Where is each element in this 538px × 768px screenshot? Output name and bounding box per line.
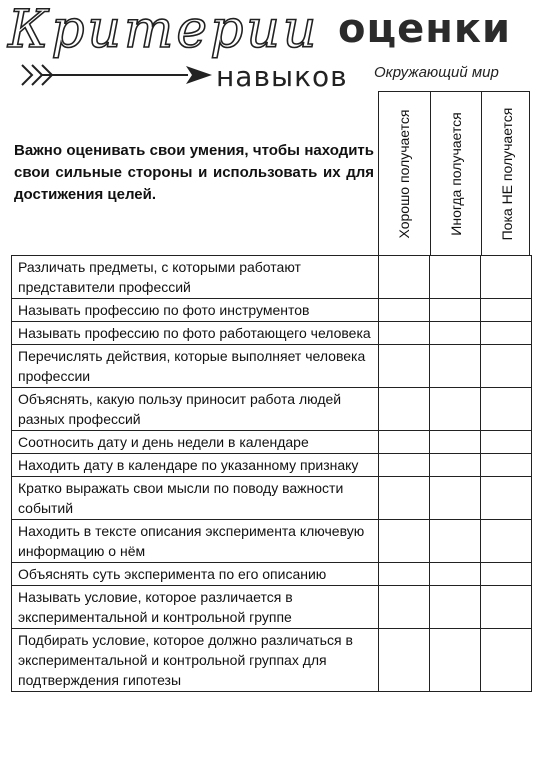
mark-cell-not-yet[interactable] (481, 322, 532, 345)
mark-cell-sometimes[interactable] (430, 629, 481, 692)
table-row (12, 454, 532, 477)
skills-table (11, 255, 532, 692)
mark-cell-sometimes[interactable] (430, 563, 481, 586)
column-header-label: Пока НЕ получается (498, 107, 515, 241)
mark-cell-sometimes[interactable] (430, 586, 481, 629)
mark-cell-sometimes[interactable] (430, 256, 481, 299)
mark-cell-good[interactable] (379, 322, 430, 345)
mark-cell-good[interactable] (379, 629, 430, 692)
mark-cell-good[interactable] (379, 520, 430, 563)
skill-cell: Называть профессию по фото инструментов (12, 299, 379, 322)
intro-text: Важно оценивать свои умения, чтобы находить свои сильные стороны и использовать их для достижения целей. (14, 142, 374, 203)
mark-cell-sometimes[interactable] (430, 345, 481, 388)
column-header (379, 92, 429, 256)
mark-cell-good[interactable] (379, 256, 430, 299)
skill-cell: Называть условие, которое различается в экспериментальной и контрольной группе (12, 586, 379, 629)
mark-cell-sometimes[interactable] (430, 477, 481, 520)
table-row (12, 629, 532, 692)
skill-cell: Называть профессию по фото работающего человека (12, 322, 379, 345)
column-header-label: Хорошо получается (396, 109, 412, 239)
skill-cell: Различать предметы, с которыми работают представители профессий (12, 256, 379, 299)
skill-cell: Объяснять, какую пользу приносит работа людей разных профессий (12, 388, 379, 431)
mark-cell-good[interactable] (379, 477, 430, 520)
skill-cell: Подбирать условие, которое должно различаться в экспериментальной и контрольной группах для подтверждения гипотезы (12, 629, 379, 692)
table-row (12, 563, 532, 586)
subject-label: Окружающий мир (374, 64, 499, 81)
skill-cell: Находить в тексте описания эксперимента ключевую информацию о нём (12, 520, 379, 563)
mark-cell-not-yet[interactable] (481, 586, 532, 629)
mark-cell-not-yet[interactable] (481, 299, 532, 322)
mark-cell-good[interactable] (379, 586, 430, 629)
mark-cell-good[interactable] (379, 345, 430, 388)
table-row (12, 256, 532, 299)
mark-cell-not-yet[interactable] (481, 431, 532, 454)
table-row (12, 431, 532, 454)
table-row (12, 520, 532, 563)
skill-cell: Кратко выражать свои мысли по поводу важности событий (12, 477, 379, 520)
table-row (12, 345, 532, 388)
mark-cell-sometimes[interactable] (430, 520, 481, 563)
column-headers (378, 91, 530, 255)
mark-cell-not-yet[interactable] (481, 629, 532, 692)
column-header (481, 92, 531, 256)
skill-cell: Перечислять действия, которые выполняет человека профессии (12, 345, 379, 388)
mark-cell-not-yet[interactable] (481, 454, 532, 477)
table-row (12, 299, 532, 322)
mark-cell-not-yet[interactable] (481, 477, 532, 520)
column-header (430, 92, 480, 256)
mark-cell-not-yet[interactable] (481, 388, 532, 431)
mark-cell-good[interactable] (379, 388, 430, 431)
mark-cell-good[interactable] (379, 431, 430, 454)
mark-cell-not-yet[interactable] (481, 520, 532, 563)
mark-cell-sometimes[interactable] (430, 431, 481, 454)
mark-cell-good[interactable] (379, 299, 430, 322)
skill-cell: Объяснять суть эксперимента по его описанию (12, 563, 379, 586)
skill-cell: Находить дату в календаре по указанному признаку (12, 454, 379, 477)
mark-cell-sometimes[interactable] (430, 322, 481, 345)
mark-cell-good[interactable] (379, 563, 430, 586)
table-row (12, 388, 532, 431)
title-bold: оценки (338, 6, 512, 52)
mark-cell-not-yet[interactable] (481, 563, 532, 586)
mark-cell-not-yet[interactable] (481, 345, 532, 388)
mark-cell-not-yet[interactable] (481, 256, 532, 299)
column-header-label: Иногда получается (447, 112, 464, 236)
subtitle: навыков (216, 60, 348, 93)
table-row (12, 322, 532, 345)
mark-cell-sometimes[interactable] (430, 388, 481, 431)
table-row (12, 477, 532, 520)
title-script: Критерии (8, 0, 320, 60)
arrow-icon (18, 60, 214, 90)
mark-cell-sometimes[interactable] (430, 299, 481, 322)
table-row (12, 586, 532, 629)
skill-cell: Соотносить дату и день недели в календаре (12, 431, 379, 454)
mark-cell-sometimes[interactable] (430, 454, 481, 477)
mark-cell-good[interactable] (379, 454, 430, 477)
